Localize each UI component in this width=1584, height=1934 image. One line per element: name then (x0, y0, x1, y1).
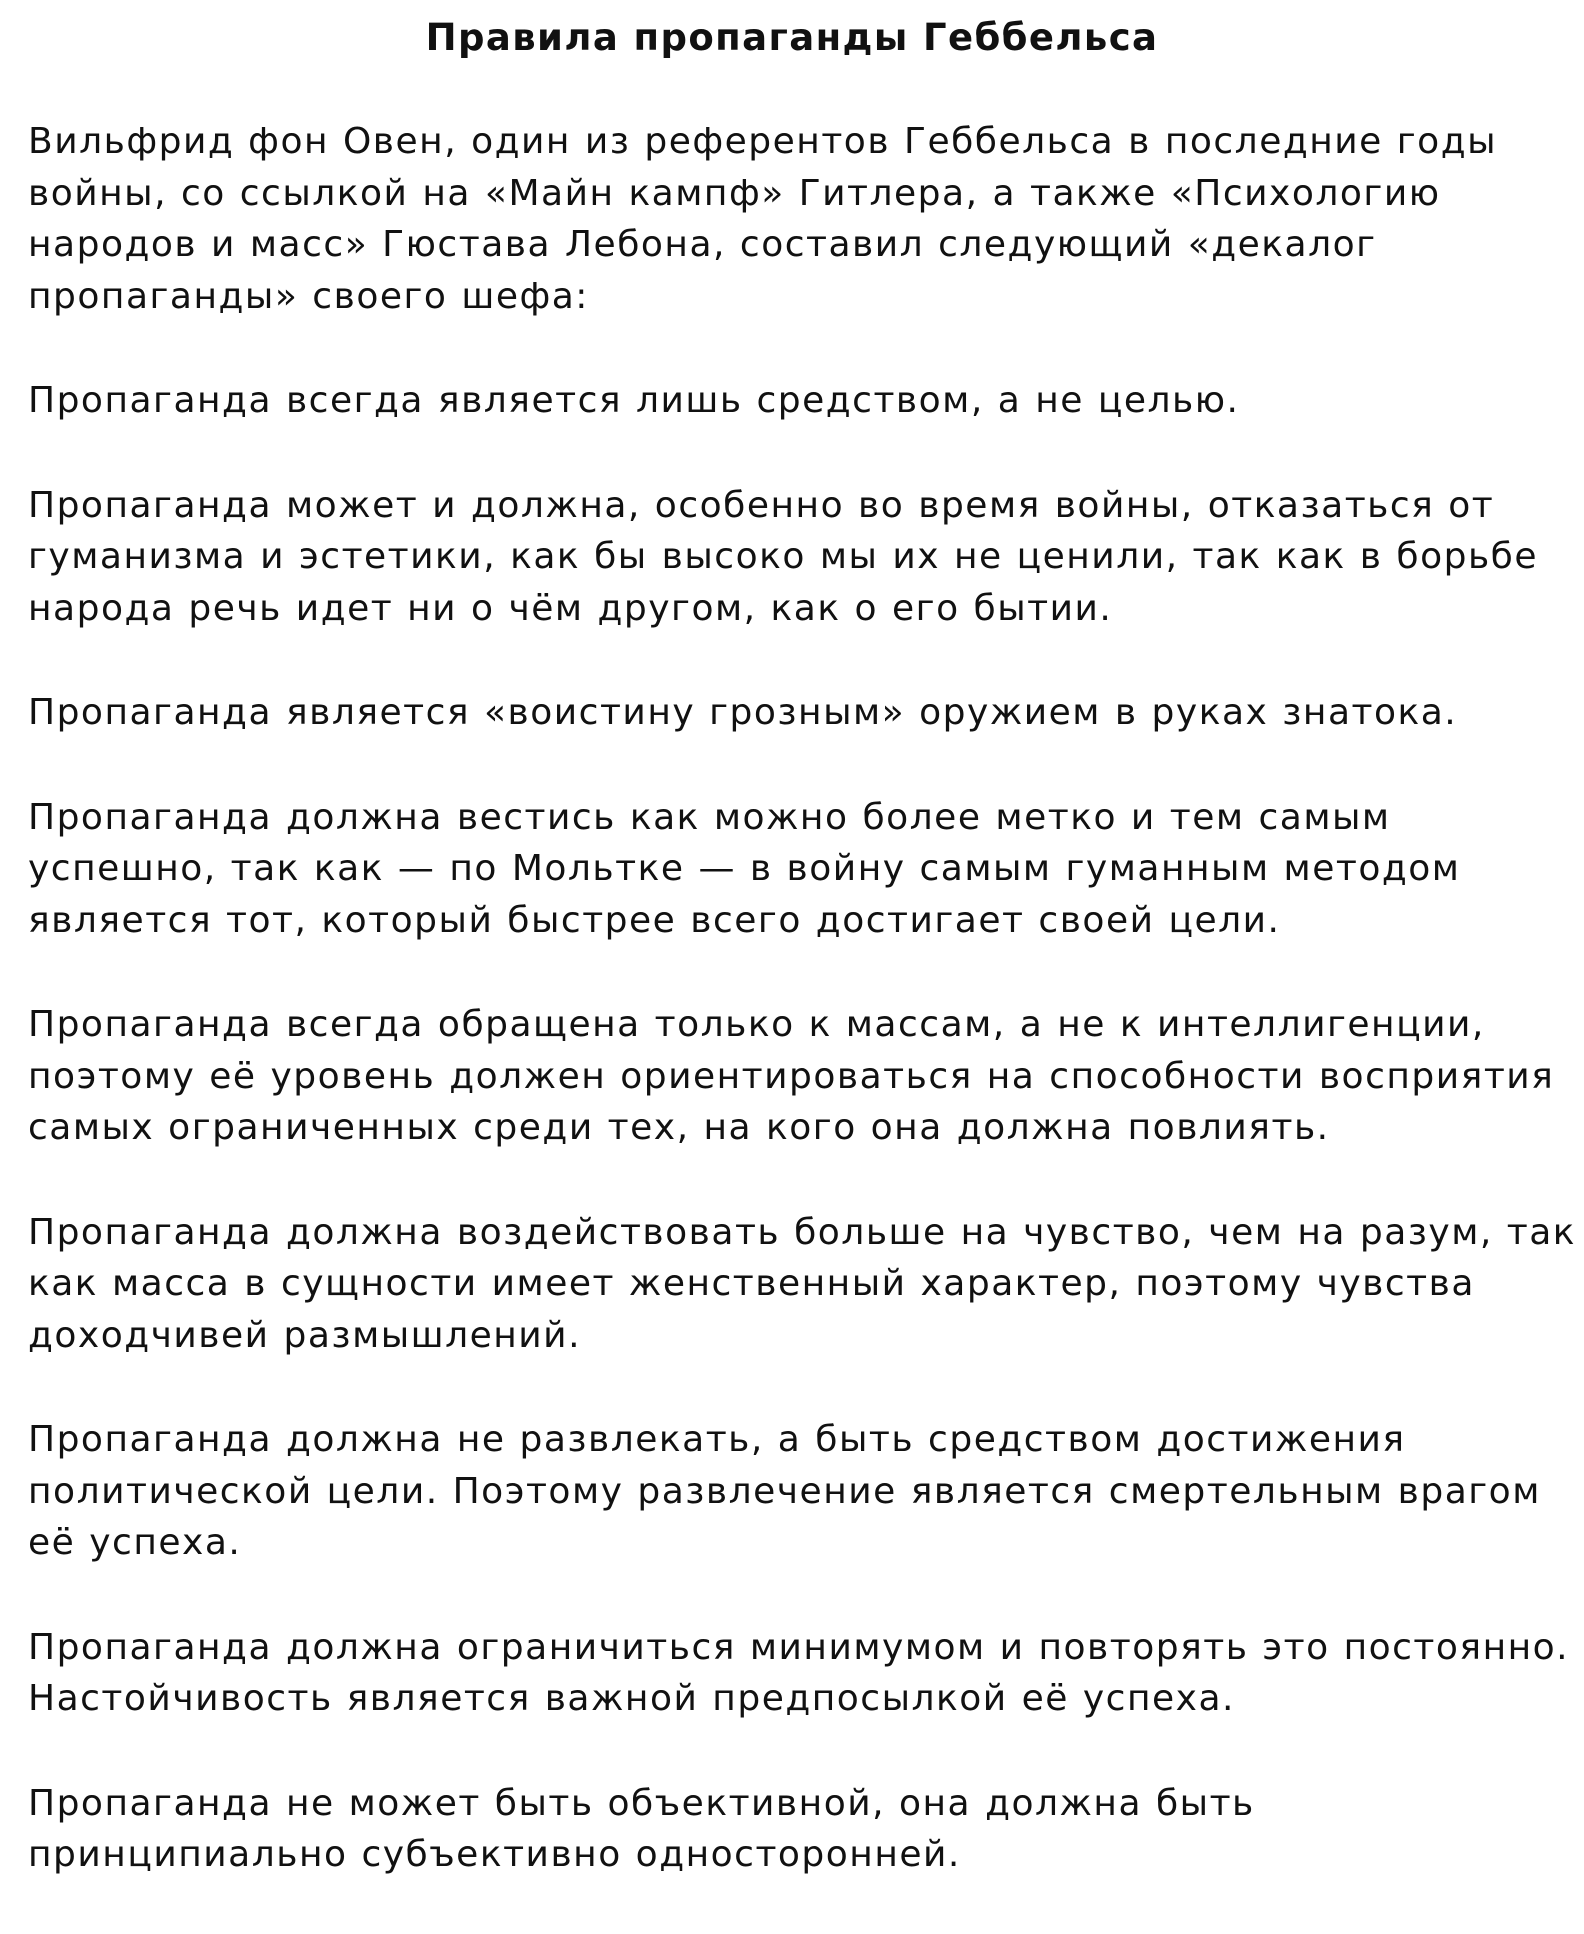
rule-paragraph-9: Пропаганда не может быть объективной, она должна быть принципиально субъективно односторонней. (28, 1782, 1255, 1875)
document-title: Правила пропаганды Геббельса (425, 16, 1159, 59)
rule-paragraph-8: Пропаганда должна ограничиться минимумом и повторять это постоянно. Настойчивость является важной предпосылкой её успеха. (28, 1626, 1570, 1719)
intro-paragraph: Вильфрид фон Овен, один из референтов Геббельса в последние годы войны, со ссылкой на «Майн кампф» Гитлера, а также «Психологию народов и масс» Гюстава Лебона, составил следующий «декалог пропаганды» своего шефа: (28, 121, 1498, 317)
rule-paragraph-1: Пропаганда всегда является лишь средством, а не целью. (28, 380, 1240, 421)
rule-paragraph-3: Пропаганда является «воистину грозным» оружием в руках знатока. (28, 692, 1458, 733)
rule-paragraph-6: Пропаганда должна воздействовать больше на чувство, чем на разум, так как масса в сущности имеет женственный характер, поэтому чувства доходчивей размышлений. (28, 1211, 1577, 1356)
rule-paragraph-4: Пропаганда должна вестись как можно более метко и тем самым успешно, так как — по Мольтке — в войну самым гуманным методом является тот, который быстрее всего достигает своей цели. (28, 796, 1461, 941)
rule-paragraph-7: Пропаганда должна не развлекать, а быть средством достижения политической цели. Поэтому развлечение является смертельным врагом её успеха. (28, 1419, 1541, 1563)
document-body (28, 116, 1578, 1934)
rule-paragraph-2: Пропаганда может и должна, особенно во время войны, отказаться от гуманизма и эстетики, как бы высоко мы их не ценили, так как в борьбе народа речь идет ни о чём другом, как о его бытии. (28, 484, 1539, 629)
rule-paragraph-5: Пропаганда всегда обращена только к массам, а не к интеллигенции, поэтому её уровень должен ориентироваться на способности восприятия самых ограниченных среди тех, на кого она должна повлиять. (28, 1004, 1555, 1148)
